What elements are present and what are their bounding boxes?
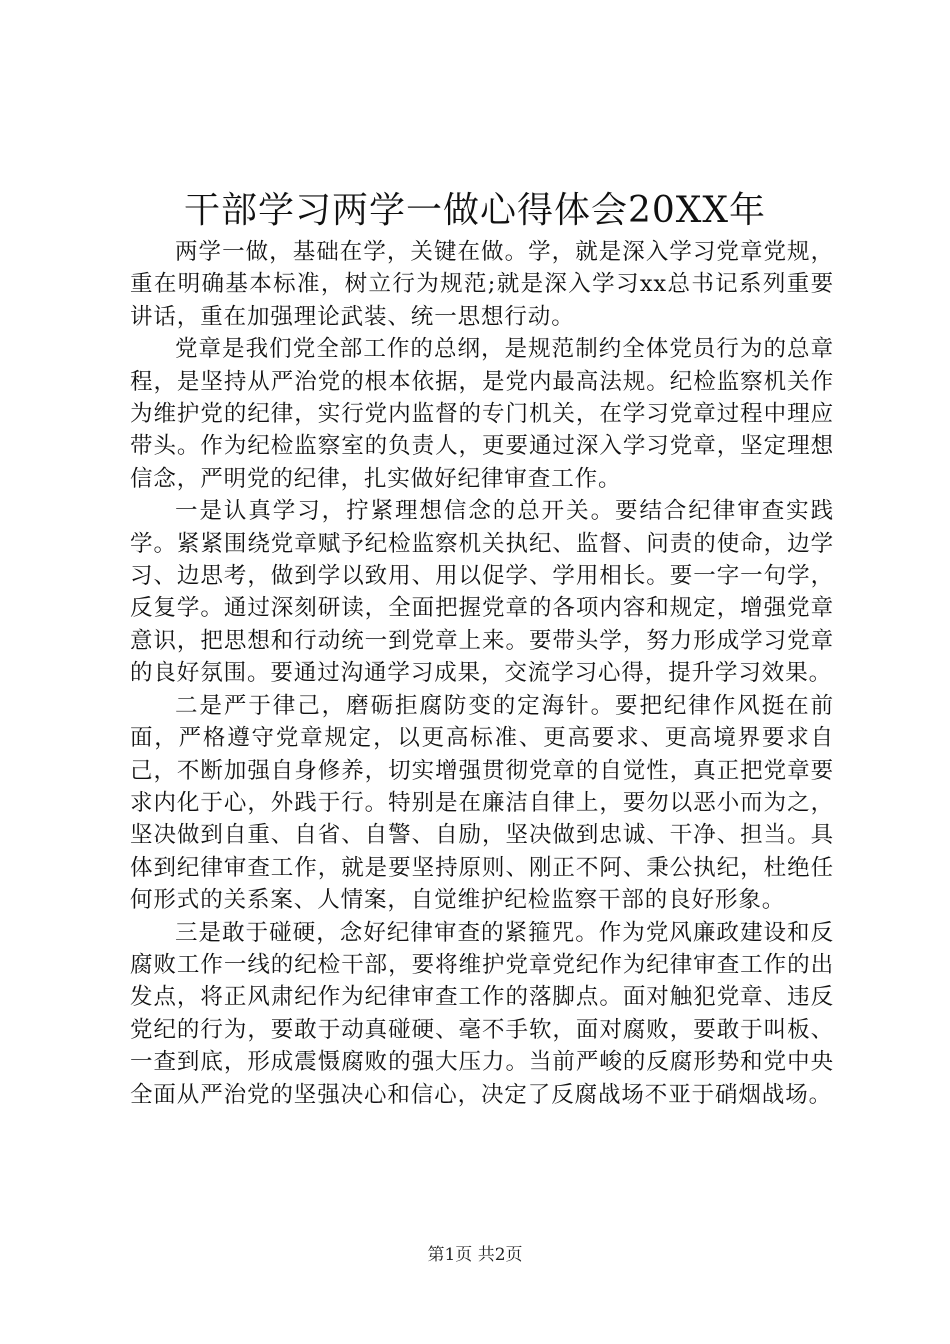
paragraph-4: 二是严于律己，磨砺拒腐防变的定海针。要把纪律作风挺在前面，严格遵守党章规定，以更高标准、更高要求、更高境界要求自己，不断加强自身修养，切实增强贯彻党章的自觉性，真正把党章要求内化于心，外践于行。特别是在廉洁自律上，要勿以恶小而为之，坚决做到自重、自省、自警、自励，坚决做到忠诚、干净、担当。具体到纪律审查工作，就是要坚持原则、刚正不阿、秉公执纪，杜绝任何形式的关系案、人情案，自觉维护纪检监察干部的良好形象。 bbox=[130, 692, 834, 914]
paragraph-3: 一是认真学习，拧紧理想信念的总开关。要结合纪律审查实践学。紧紧围绕党章赋予纪检监察机关执纪、监督、问责的使命，边学习、边思考，做到学以致用、用以促学、学用相长。要一字一句学，反复学。通过深刻研读，全面把握党章的各项内容和规定，增强党章意识，把思想和行动统一到党章上来。要带头学，努力形成学习党章的良好氛围。要通过沟通学习成果，交流学习心得，提升学习效果。 bbox=[130, 498, 834, 687]
paragraph-1: 两学一做，基础在学，关键在做。学，就是深入学习党章党规，重在明确基本标准，树立行为规范;就是深入学习xx总书记系列重要讲话，重在加强理论武装、统一思想行动。 bbox=[130, 239, 834, 330]
document-body bbox=[130, 236, 834, 1111]
paragraph-5: 三是敢于碰硬，念好纪律审查的紧箍咒。作为党风廉政建设和反腐败工作一线的纪检干部，要将维护党章党纪作为纪律审查工作的出发点，将正风肃纪作为纪律审查工作的落脚点。面对触犯党章、违反党纪的行为，要敢于动真碰硬、毫不手软，面对腐败，要敢于叫板、一查到底，形成震慑腐败的强大压力。当前严峻的反腐形势和党中央全面从严治党的坚强决心和信心，决定了反腐战场不亚于硝烟战场。 bbox=[130, 919, 834, 1108]
paragraph-2: 党章是我们党全部工作的总纲，是规范制约全体党员行为的总章程，是坚持从严治党的根本依据，是党内最高法规。纪检监察机关作为维护党的纪律，实行党内监督的专门机关，在学习党章过程中理应带头。作为纪检监察室的负责人，更要通过深入学习党章，坚定理想信念，严明党的纪律，扎实做好纪律审查工作。 bbox=[130, 336, 834, 492]
document-title: 干部学习两学一做心得体会20XX年 bbox=[183, 190, 767, 231]
page-number-footer: 第1页 共2页 bbox=[427, 1245, 523, 1265]
